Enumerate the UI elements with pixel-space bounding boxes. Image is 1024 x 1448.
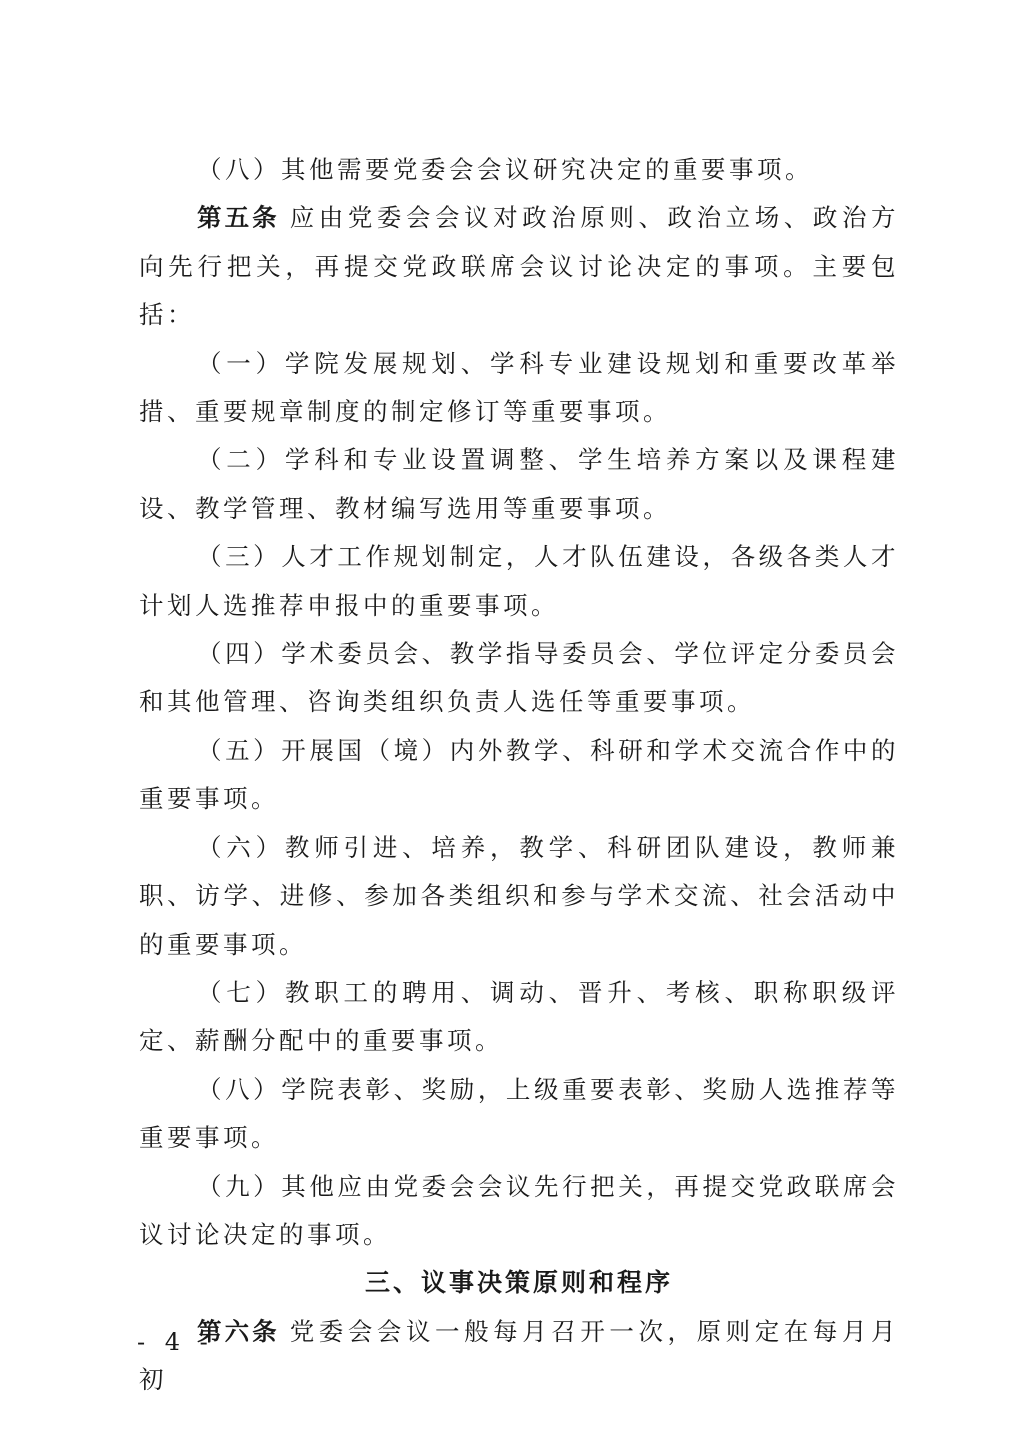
paragraph-text: （八）学院表彰、奖励，上级重要表彰、奖励人选推荐等重要事项。 [139, 1074, 899, 1153]
paragraph-item-4 [139, 630, 899, 727]
document-body [139, 146, 899, 1405]
article-label: 第六条 [197, 1316, 280, 1346]
paragraph-item-1 [139, 340, 899, 437]
paragraph-item-5 [139, 727, 899, 824]
paragraph-item-2 [139, 436, 899, 533]
paragraph-text: （七）教职工的聘用、调动、晋升、考核、职称职级评定、薪酬分配中的重要事项。 [139, 977, 899, 1056]
paragraph-item-9 [139, 1163, 899, 1260]
article-6-paragraph [139, 1308, 899, 1405]
paragraph-item-8 [139, 146, 899, 194]
paragraph-item-8b [139, 1066, 899, 1163]
paragraph-text: （五）开展国（境）内外教学、科研和学术交流合作中的重要事项。 [139, 735, 899, 814]
paragraph-text: （三）人才工作规划制定，人才队伍建设，各级各类人才计划人选推荐申报中的重要事项。 [139, 542, 899, 620]
paragraph-text: （八）其他需要党委会会议研究决定的重要事项。 [197, 155, 813, 184]
section-heading: 三、议事决策原则和程序 [364, 1268, 673, 1298]
paragraph-text: （四）学术委员会、教学指导委员会、学位评定分委员会和其他管理、咨询类组织负责人选任等重要事项。 [139, 639, 899, 717]
paragraph-text: （一）学院发展规划、学科专业建设规划和重要改革举措、重要规章制度的制定修订等重要事项。 [139, 348, 899, 427]
paragraph-text: （六）教师引进、培养，教学、科研团队建设，教师兼职、访学、进修、参加各类组织和参与学术交流、社会活动中的重要事项。 [139, 832, 899, 959]
page-number: - 4 - [137, 1328, 214, 1356]
paragraph-text: 党委会会议一般每月召开一次，原则定在每月月初 [139, 1316, 900, 1395]
paragraph-text: （二）学科和专业设置调整、学生培养方案以及课程建设、教学管理、教材编写选用等重要事项。 [139, 445, 899, 523]
paragraph-item-7 [139, 969, 899, 1066]
paragraph-text: 应由党委会会议对政治原则、政治立场、政治方向先行把关，再提交党政联席会议讨论决定的事项。主要包括： [139, 203, 900, 330]
article-label: 第五条 [197, 203, 280, 233]
article-5-paragraph [139, 194, 899, 339]
paragraph-item-3 [139, 533, 899, 630]
paragraph-text: （九）其他应由党委会会议先行把关，再提交党政联席会议讨论决定的事项。 [139, 1171, 899, 1249]
paragraph-item-6 [139, 824, 899, 969]
